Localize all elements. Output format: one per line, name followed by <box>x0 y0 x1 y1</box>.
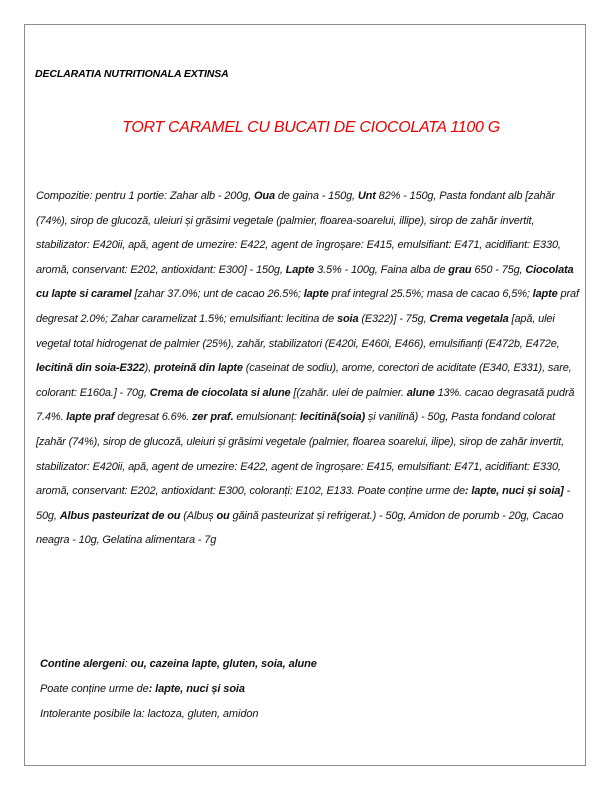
text-run: praf degresat 2.0%; Zahar caramelizat 1.5%; emulsifiant: lecitina de <box>36 288 579 325</box>
bold-text-run: grau <box>448 263 472 276</box>
text-run: praf integral 25.5%; masa de cacao 6,5%; <box>328 288 533 301</box>
bold-text-run: Lapte <box>285 263 315 276</box>
composition-paragraph <box>36 184 581 553</box>
text-run: 650 - 75g, <box>471 263 526 276</box>
text-run: 3.5% - 100g, Faina alba de <box>314 263 449 276</box>
product-title: TORT CARAMEL CU BUCATI DE CIOCOLATA 1100 G <box>122 119 500 136</box>
bold-text-run: lapte <box>532 288 558 301</box>
bold-text-run: zer praf. <box>192 411 234 424</box>
text-run: Compozitie: pentru 1 portie: Zahar alb - 200g, <box>36 190 254 202</box>
bold-text-run: : lapte, nuci și soia] <box>464 485 564 498</box>
text-run: emulsionanț: <box>233 411 300 424</box>
text-run: : <box>124 658 131 670</box>
allergens-line <box>40 652 317 677</box>
text-run: (caseinat de sodiu), arome, corectori de aciditate (E340, E331), sare, colorant: E160a.] - 70g, <box>36 362 572 399</box>
text-run: Intolerante posibile la: lactoza, gluten, amidon <box>40 708 259 720</box>
bold-text-run: proteină din lapte <box>153 362 243 375</box>
bold-text-run: soia <box>337 312 359 325</box>
bold-text-run: Crema de ciocolata si alune <box>149 386 291 399</box>
bold-text-run: ou <box>216 509 230 522</box>
allergen-section <box>40 652 317 727</box>
text-run: (Albuș <box>180 509 217 522</box>
may-contain-line <box>40 677 317 702</box>
text-run: găină pasteurizat și refrigerat.) - 50g, Amidon de porumb - 20g, Cacao neagra - 10g, Gelatina alimentara - 7g <box>36 509 564 547</box>
bold-text-run: Ciocolata cu lapte si caramel <box>36 263 574 301</box>
document-heading: DECLARATIA NUTRITIONALA EXTINSA <box>35 68 229 80</box>
bold-text-run: lecitină(soia) <box>299 411 366 424</box>
text-run: și vanilină) - 50g, Pasta fondand colorat [zahăr (74%), sirop de glucoză, uleiuri și grăsimi vegetale (palmier, floarea soarelui, ilipe), sirop de zahăr invertit, stabilizator: E420ii, apă, agent de umezire: E422, agent de îngroșare: E415, emulsifiant: E471, acidifiant: E330, aromă, conservant: E202, antioxidant: E300, coloranți: E102, E133. Poate conține urme de <box>36 411 564 498</box>
text-run: [zahar 37.0%; unt de cacao 26.5%; <box>131 288 304 301</box>
bold-text-run: Oua <box>253 190 275 202</box>
text-run: [(zahăr. ulei de palmier. <box>290 386 407 399</box>
text-run: [apă, ulei vegetal total hidrogenat de palmier (25%), zahăr, stabilizatori (E420i, E460i, E466), emulsifianți (E472b, E472e, <box>36 312 560 350</box>
text-run: degresat 6.6%. <box>114 411 193 424</box>
bold-text-run: lapte <box>303 288 329 301</box>
intolerances-line <box>40 702 317 727</box>
bold-text-run: Crema vegetala <box>429 312 509 325</box>
bold-text-run: Albus pasteurizat de ou <box>59 509 181 522</box>
text-run: 82% - 150g, Pasta fondant alb [zahăr (74%), sirop de glucoză, uleiuri și grăsimi vegetale (palmier, floarea-soarelui, illipe), sirop de zahăr invertit, stabilizator: E420ii, apă, agent de umezire: E422, agent de îngroșare: E415, emulsifiant: E471, acidifiant: E330, aromă, conservant: E202, antioxidant: E300] - 150g, <box>36 190 561 276</box>
text-run: ), <box>144 362 154 375</box>
bold-text-run: : lapte, nuci și soia <box>148 683 245 695</box>
text-run: (E322)] - 75g, <box>358 312 430 325</box>
text-run: de gaina - 150g, <box>274 190 358 202</box>
text-run: Poate conține urme de <box>40 683 149 695</box>
bold-text-run: lecitină din soia-E322 <box>36 362 145 375</box>
bold-text-run: lapte praf <box>66 411 115 424</box>
text-run: - 50g, <box>36 485 571 522</box>
bold-text-run: Unt <box>357 190 376 202</box>
bold-text-run: Contine alergeni <box>40 658 125 670</box>
text-run: 13%. cacao degrasată pudră 7.4%. <box>36 386 575 424</box>
bold-text-run: alune <box>406 386 435 399</box>
bold-text-run: ou, cazeina lapte, gluten, soia, alune <box>130 658 317 670</box>
